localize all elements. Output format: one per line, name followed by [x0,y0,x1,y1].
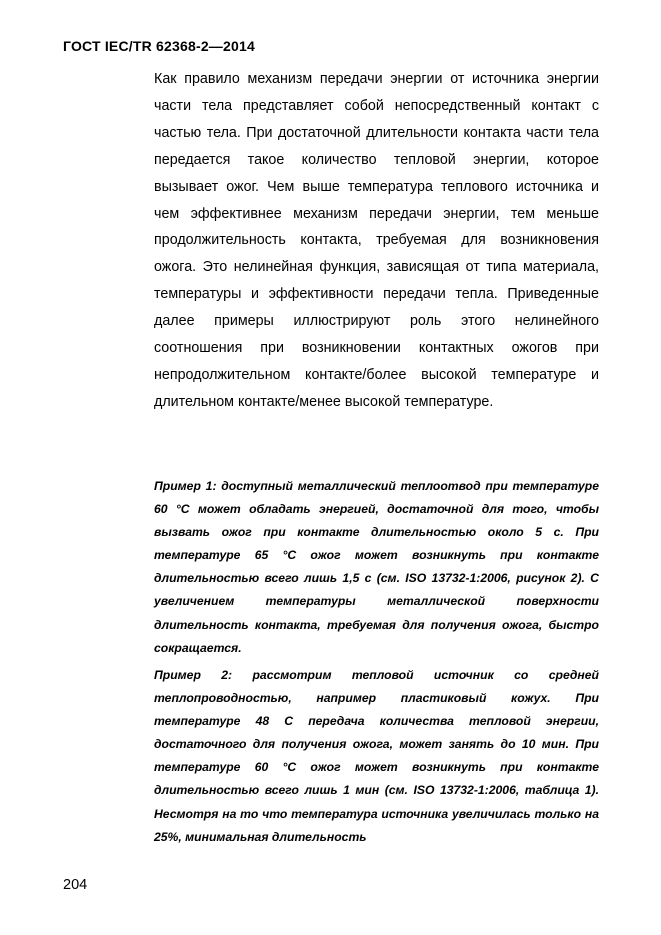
body-paragraph: Как правило механизм передачи энергии от источника энергии части тела представляет собой непосредственный контакт с частью тела. При достаточной длительности контакта части тела передается такое количество тепловой энергии, которое вызывает ожог. Чем выше температура теплового источника и чем эффективнее механизм передачи энергии, тем меньше продолжительность контакта, требуемая для возникновения ожога. Это нелинейная функция, зависящая от типа материала, температуры и эффективности передачи тепла. Приведенные далее примеры иллюстрируют роль этого нелинейного соотношения при возникновении контактных ожогов при непродолжительном контакте/более высокой температуре и длительном контакте/менее высокой температуре. [154,71,599,410]
example-2-paragraph: Пример 2: рассмотрим тепловой источник со средней теплопроводностью, например пластиковый кожух. При температуре 48 С передача количества тепловой энергии, достаточного для получения ожога, может занять до 10 мин. При температуре 60 °С ожог может возникнуть при контакте длительностью всего лишь 1 мин (см. ISO 13732-1:2006, таблица 1). Несмотря на то что температура источника увеличилась только на 25%, минимальная длительность [154,668,599,844]
page-number: 204 [63,877,88,893]
document-header: ГОСТ IEC/TR 62368-2—2014 [63,38,255,54]
example-1-paragraph: Пример 1: доступный металлический теплоотвод при температуре 60 °С может обладать энергией, достаточной для того, чтобы вызвать ожог при контакте длительностью около 5 с. При температуре 65 °С ожог может возникнуть при контакте длительностью всего лишь 1,5 с (см. ISO 13732-1:2006, рисунок 2). С увеличением температуры металлической поверхности длительность контакта, требуемая для получения ожога, быстро сокращается. [154,479,599,655]
